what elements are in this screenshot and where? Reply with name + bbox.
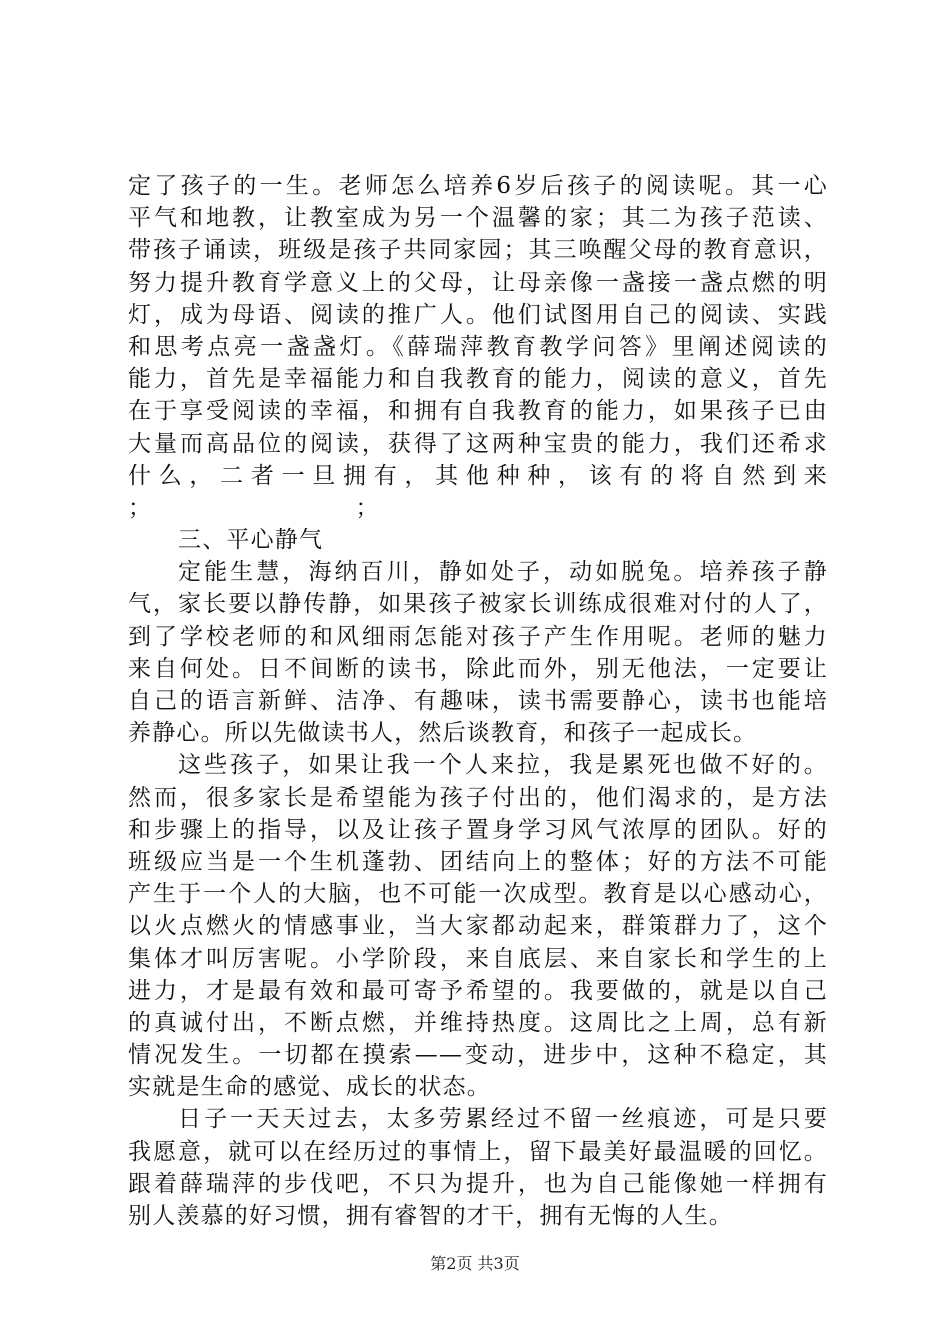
text-line: 自己的语言新鲜、洁净、有趣味，读书需要静心，读书也能培 [128,688,828,714]
semicolon-pair: ；； [128,494,595,521]
text-line: 平气和地教，让教室成为另一个温馨的家；其二为孩子范读、 [128,205,828,232]
text-line: 努力提升教育学意义上的父母，让母亲像一盏接一盏点燃的明 [128,269,828,296]
text-line [128,492,828,524]
paragraph-first-line: 日子一天天过去，太多劳累经过不留一丝痕迹，可是只要 [178,1106,828,1133]
text-line: 什么，二者一旦拥有，其他种种，该有的将自然到来 [128,462,828,489]
text-line: 来自何处。日不间断的读书，除此而外，别无他法，一定要让 [128,655,828,682]
text-line: 和思考点亮一盏盏灯。《薛瑞萍教育教学问答》里阐述阅读的 [128,333,828,360]
text-line: 产生于一个人的大脑，也不可能一次成型。教育是以心感动心， [128,881,828,908]
text-line: 我愿意，就可以在经历过的事情上，留下最美好最温暖的回忆。 [128,1138,828,1165]
text-line: 到了学校老师的和风细雨怎能对孩子产生作用呢。老师的魅力 [128,623,828,650]
text-line: 情况发生。一切都在摸索——变动，进步中，这种不稳定，其 [128,1042,828,1069]
text-line: 集体才叫厉害呢。小学阶段，来自底层、来自家长和学生的上 [128,945,828,972]
section-heading: 三、平心静气 [178,527,324,554]
text-line: 定了孩子的一生。老师怎么培养6岁后孩子的阅读呢。其一心 [128,173,828,199]
text-line: 能力，首先是幸福能力和自我教育的能力，阅读的意义，首先 [128,366,828,393]
text-line: 实就是生命的感觉、成长的状态。 [128,1074,491,1101]
paragraph-first-line: 这些孩子，如果让我一个人来拉，我是累死也做不好的。 [178,752,828,779]
page-number-label: 第2页 共3页 [430,1254,520,1273]
text-line: 和步骤上的指导，以及让孩子置身学习风气浓厚的团队。好的 [128,816,828,843]
text-line: 灯，成为母语、阅读的推广人。他们试图用自己的阅读、实践 [128,301,828,328]
text-line: 别人羡慕的好习惯，拥有睿智的才干，拥有无悔的人生。 [128,1203,733,1229]
text-line: 养静心。所以先做读书人，然后谈教育，和孩子一起成长。 [128,720,758,747]
page-footer [0,1253,950,1275]
text-line: 以火点燃火的情感事业，当大家都动起来，群策群力了，这个 [128,913,828,940]
text-line: 班级应当是一个生机蓬勃、团结向上的整体；好的方法不可能 [128,848,828,875]
text-line: 的真诚付出，不断点燃，并维持热度。这周比之上周，总有新 [128,1009,828,1036]
document-body [128,170,828,1232]
text-line: 大量而高品位的阅读，获得了这两种宝贵的能力，我们还希求 [128,430,828,457]
text-line: 气，家长要以静传静，如果孩子被家长训练成很难对付的人了， [128,591,828,618]
text-line: 然而，很多家长是希望能为孩子付出的，他们渴求的，是方法 [128,784,828,811]
text-line: 带孩子诵读，班级是孩子共同家园；其三唤醒父母的教育意识， [128,237,828,264]
text-line: 进力，才是最有效和最可寄予希望的。我要做的，就是以自己 [128,977,828,1004]
text-line: 在于享受阅读的幸福，和拥有自我教育的能力，如果孩子已由 [128,398,828,425]
paragraph-first-line: 定能生慧，海纳百川，静如处子，动如脱兔。培养孩子静 [178,559,828,586]
text-line: 跟着薛瑞萍的步伐吧，不只为提升，也为自己能像她一样拥有 [128,1170,828,1197]
